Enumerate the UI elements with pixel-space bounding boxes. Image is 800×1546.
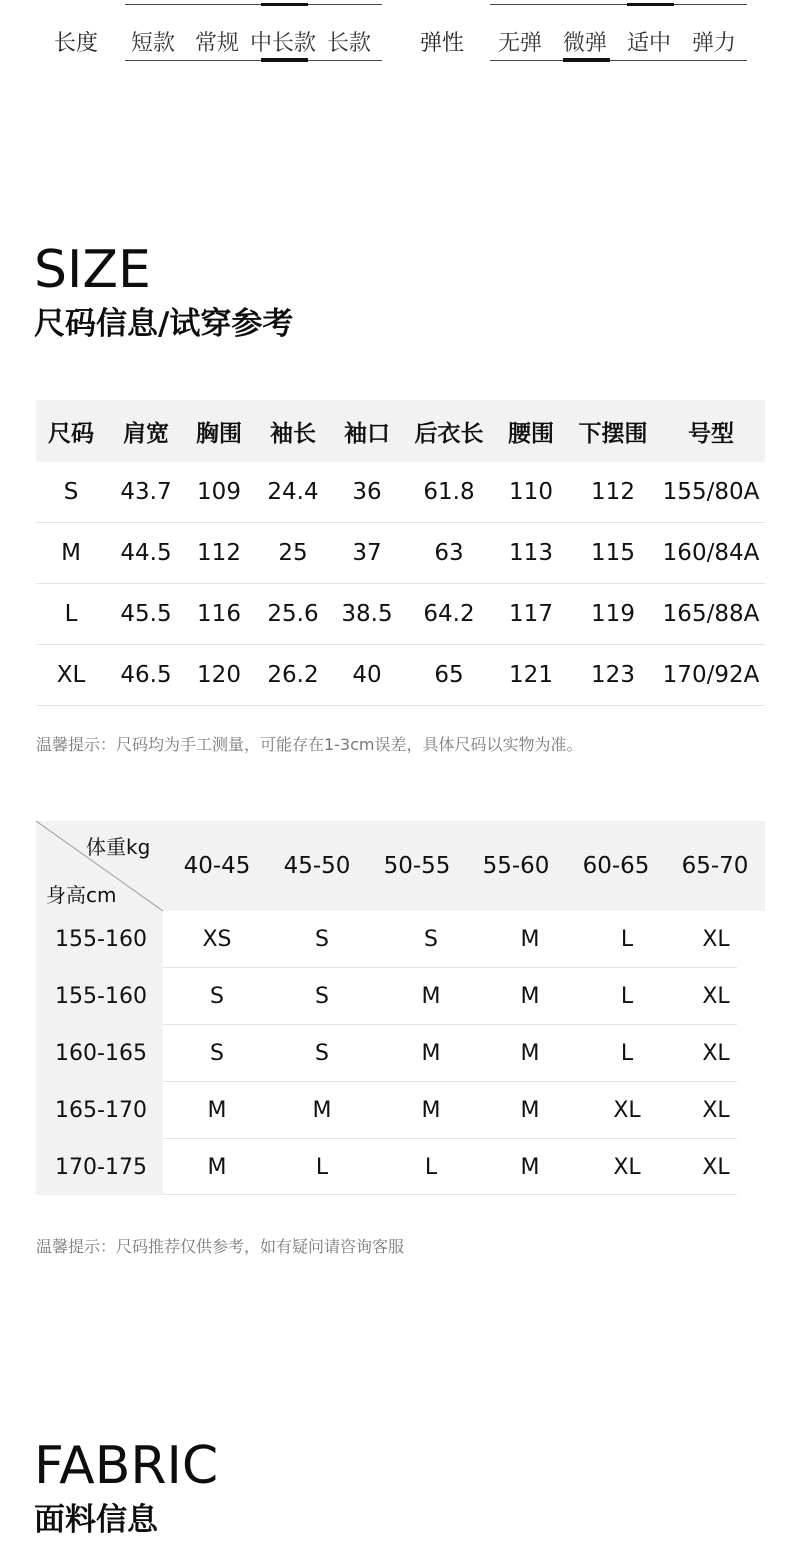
length-label: 长度 (54, 31, 99, 56)
cell-back-length: 64.2 (423, 601, 475, 627)
recommend-size-cell: M (520, 1154, 540, 1180)
cell-waist: 110 (509, 479, 553, 505)
cell-size: M (61, 540, 81, 566)
recommend-size-cell: S (315, 927, 329, 952)
size-table-row (36, 462, 765, 523)
header-sleeve-length: 袖长 (270, 420, 316, 447)
recommend-size-cell: XL (613, 1154, 641, 1180)
weight-range-header: 40-45 (183, 853, 251, 879)
elasticity-option-stretch: 弹力 (692, 31, 737, 56)
header-fit: 号型 (688, 420, 734, 447)
cell-size: L (64, 601, 78, 627)
cell-size: S (63, 479, 79, 505)
cell-sleeve-length: 25.6 (267, 601, 319, 627)
elasticity-attribute (400, 0, 800, 64)
length-scale (125, 0, 382, 63)
recommend-size-cell: L (315, 1154, 329, 1180)
cell-waist: 117 (509, 601, 553, 627)
recommend-size-cell: XL (613, 1098, 641, 1123)
cell-chest: 109 (197, 479, 241, 505)
recommend-row (36, 911, 765, 968)
recommend-size-cell: XL (702, 1154, 730, 1180)
size-table (36, 400, 765, 706)
elasticity-selected-marker (563, 58, 610, 62)
recommend-table-header (36, 821, 765, 911)
height-axis-label: 身高cm (46, 883, 117, 907)
length-selected-marker (261, 58, 308, 62)
cell-sleeve-length: 26.2 (267, 662, 319, 688)
length-option-midlong: 中长款 (250, 31, 317, 56)
recommend-size-cell: L (424, 1154, 438, 1180)
size-table-header (36, 400, 765, 462)
recommend-size-cell: S (424, 927, 438, 952)
elasticity-option-slight: 微弹 (563, 31, 608, 56)
recommend-row (36, 1139, 765, 1195)
cell-hem: 112 (591, 479, 635, 505)
cell-hem: 119 (591, 601, 635, 627)
recommend-size-cell: XL (702, 1041, 730, 1066)
length-selected-marker-top (261, 3, 308, 6)
size-note: 温馨提示：尺码均为手工测量，可能存在1-3cm误差，具体尺码以实物为准。 (36, 735, 583, 754)
cell-back-length: 63 (434, 540, 464, 566)
cell-cuff: 40 (352, 662, 382, 688)
recommend-row (36, 1082, 765, 1139)
cell-waist: 121 (509, 662, 553, 688)
recommend-size-cell: XS (202, 927, 232, 952)
height-range-cell: 165-170 (55, 1098, 147, 1123)
length-option-regular: 常规 (195, 31, 240, 56)
height-range-cell: 170-175 (55, 1154, 147, 1180)
cell-chest: 120 (197, 662, 241, 688)
recommend-row (36, 968, 765, 1025)
cell-hem: 123 (591, 662, 635, 688)
recommend-note: 温馨提示：尺码推荐仅供参考，如有疑问请咨询客服 (36, 1237, 405, 1256)
size-table-row (36, 523, 765, 584)
weight-range-header: 50-55 (383, 853, 451, 879)
height-range-cell: 155-160 (55, 984, 147, 1009)
elasticity-scale (490, 0, 747, 63)
recommend-table-body (36, 911, 765, 1195)
recommend-size-cell: S (315, 984, 329, 1009)
header-chest: 胸围 (196, 420, 242, 447)
recommend-size-cell: M (520, 1098, 540, 1123)
recommend-size-cell: M (312, 1098, 332, 1123)
cell-fit: 165/88A (662, 601, 760, 627)
elasticity-label: 弹性 (420, 31, 465, 56)
height-range-cell: 160-165 (55, 1041, 147, 1066)
header-waist: 腰围 (508, 420, 554, 447)
fabric-title-en: FABRIC (34, 1436, 219, 1496)
cell-sleeve-length: 24.4 (267, 479, 319, 505)
recommend-size-cell: XL (702, 927, 730, 952)
recommend-size-cell: M (520, 927, 540, 952)
cell-shoulder: 44.5 (120, 540, 172, 566)
recommend-size-cell: M (520, 984, 540, 1009)
weight-axis-label: 体重kg (86, 835, 151, 859)
recommend-size-cell: M (421, 1098, 441, 1123)
recommend-corner-cell (36, 821, 163, 911)
cell-cuff: 38.5 (341, 601, 393, 627)
cell-fit: 170/92A (662, 662, 760, 688)
cell-sleeve-length: 25 (278, 540, 308, 566)
recommend-size-cell: M (520, 1041, 540, 1066)
size-title-cn: 尺码信息/试穿参考 (34, 306, 294, 342)
recommend-size-cell: S (315, 1041, 329, 1066)
cell-shoulder: 46.5 (120, 662, 172, 688)
cell-back-length: 65 (434, 662, 464, 688)
elasticity-marker-top (627, 3, 674, 6)
elasticity-option-none: 无弹 (498, 31, 543, 56)
weight-range-header: 60-65 (582, 853, 650, 879)
cell-fit: 160/84A (662, 540, 760, 566)
header-hem: 下摆围 (578, 420, 648, 447)
cell-chest: 112 (197, 540, 241, 566)
cell-chest: 116 (197, 601, 241, 627)
cell-hem: 115 (591, 540, 635, 566)
cell-cuff: 37 (352, 540, 382, 566)
recommend-size-cell: M (421, 984, 441, 1009)
recommend-size-cell: S (210, 984, 224, 1009)
header-back-length: 后衣长 (414, 420, 484, 447)
header-shoulder: 肩宽 (123, 420, 169, 447)
recommend-size-cell: S (210, 1041, 224, 1066)
recommend-size-cell: M (421, 1041, 441, 1066)
recommend-size-cell: M (207, 1154, 227, 1180)
cell-size: XL (56, 662, 86, 688)
header-cuff: 袖口 (344, 420, 390, 447)
length-option-short: 短款 (131, 31, 176, 56)
recommend-size-cell: XL (702, 984, 730, 1009)
cell-shoulder: 45.5 (120, 601, 172, 627)
recommend-row (36, 1025, 765, 1082)
length-attribute (0, 0, 400, 64)
cell-cuff: 36 (352, 479, 382, 505)
recommend-size-cell: L (620, 984, 634, 1009)
cell-fit: 155/80A (662, 479, 760, 505)
length-option-long: 长款 (327, 31, 372, 56)
recommend-size-cell: L (620, 1041, 634, 1066)
recommend-size-cell: XL (702, 1098, 730, 1123)
size-recommend-table (36, 821, 765, 1195)
size-title-en: SIZE (34, 240, 151, 300)
size-table-row (36, 584, 765, 645)
weight-range-header: 45-50 (283, 853, 351, 879)
weight-range-header: 65-70 (681, 853, 749, 879)
height-range-cell: 155-160 (55, 927, 147, 952)
cell-back-length: 61.8 (423, 479, 475, 505)
elasticity-option-moderate: 适中 (627, 31, 672, 56)
header-size: 尺码 (48, 420, 94, 447)
cell-shoulder: 43.7 (120, 479, 172, 505)
fabric-title-cn: 面料信息 (34, 1502, 158, 1538)
recommend-size-cell: M (207, 1098, 227, 1123)
recommend-size-cell: L (620, 927, 634, 952)
cell-waist: 113 (509, 540, 553, 566)
weight-range-header: 55-60 (482, 853, 550, 879)
size-table-row (36, 645, 765, 706)
